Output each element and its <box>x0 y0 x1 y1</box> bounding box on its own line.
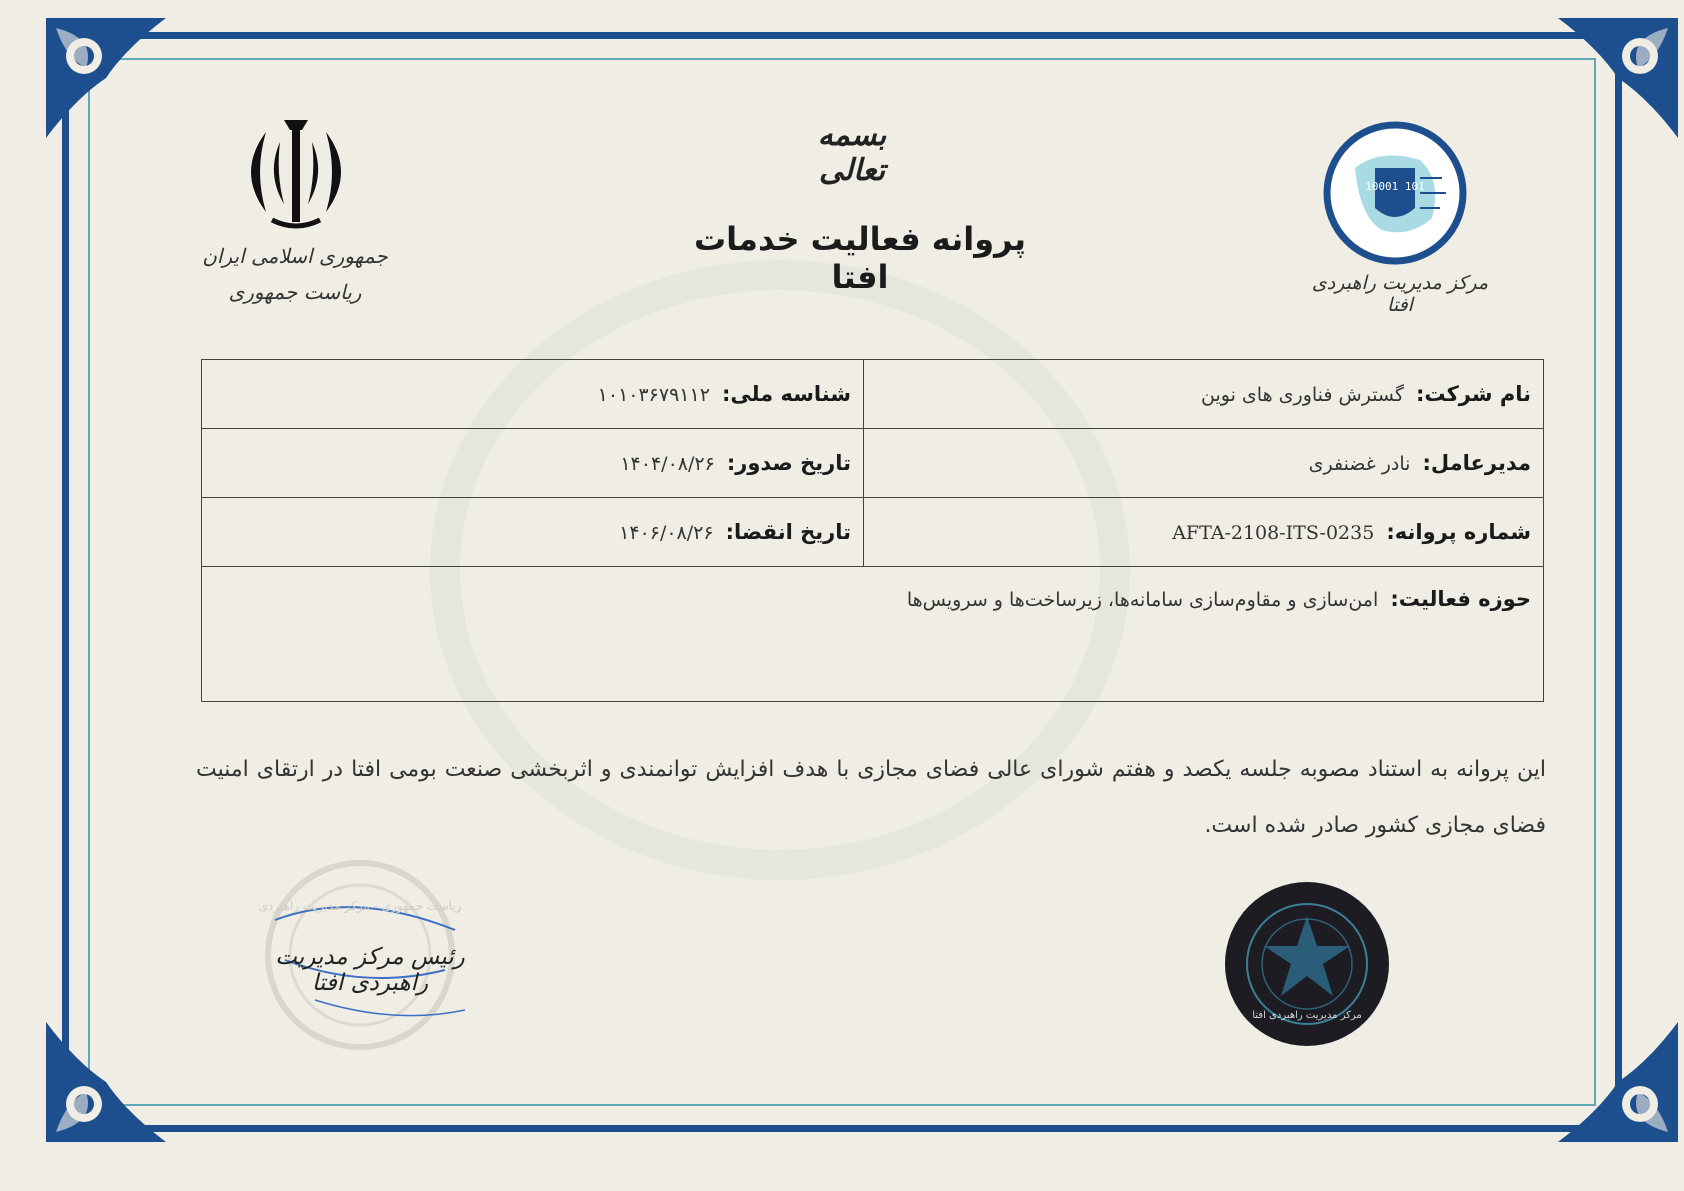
afta-logo <box>1320 118 1470 268</box>
seal-text: مرکز مدیریت راهبردی افتا <box>1252 1010 1362 1021</box>
expiry-date-label: تاریخ انقضا: <box>725 520 851 544</box>
company-cell <box>864 360 1544 429</box>
national-id-value: ۱۰۱۰۳۶۷۹۱۱۲ <box>597 384 710 406</box>
ceo-value: نادر غضنفری <box>1308 453 1411 475</box>
signatory-caption: رئیس مرکز مدیریت راهبردی افتا <box>275 944 465 996</box>
corner-ornament-bottom-right <box>1548 1012 1684 1152</box>
table-row <box>202 567 1544 702</box>
table-row <box>202 498 1544 567</box>
table-row <box>202 360 1544 429</box>
ceo-label: مدیرعامل: <box>1422 451 1531 475</box>
afta-logo-text: 10001 101 <box>1365 180 1425 193</box>
expiry-date-cell <box>202 498 864 567</box>
hologram-seal <box>1222 876 1392 1052</box>
license-number-label: شماره پروانه: <box>1386 520 1531 544</box>
issuer-line-country: جمهوری اسلامی ایران <box>202 244 388 268</box>
stamp-text: ریاست جمهوری - مرکز مدیریت راهبردی <box>258 899 462 913</box>
license-number-value: AFTA-2108-ITS-0235 <box>1172 522 1375 544</box>
license-number-cell <box>864 498 1544 567</box>
company-label: نام شرکت: <box>1415 382 1531 406</box>
corner-ornament-top-right <box>1548 8 1684 148</box>
table-row <box>202 429 1544 498</box>
certificate-title: پروانه فعالیت خدمات افتا <box>694 220 1026 296</box>
corner-ornament-bottom-left <box>36 1012 176 1152</box>
corner-ornament-top-left <box>36 8 176 148</box>
scope-value: امن‌سازی و مقاوم‌سازی سامانه‌ها، زیرساخت‌ها و سرویس‌ها <box>906 589 1379 611</box>
scope-cell <box>202 567 1544 702</box>
issuer-line-presidency: ریاست جمهوری <box>228 280 362 304</box>
iran-emblem-icon <box>236 112 356 234</box>
national-id-cell <box>202 360 864 429</box>
company-value: گسترش فناوری های نوین <box>1201 384 1404 406</box>
scope-label: حوزه فعالیت: <box>1390 587 1531 611</box>
license-info-table <box>201 359 1544 702</box>
expiry-date-value: ۱۴۰۶/۰۸/۲۶ <box>619 522 714 544</box>
afta-caption: مرکز مدیریت راهبردی افتا <box>1311 272 1489 316</box>
issue-date-label: تاریخ صدور: <box>726 451 851 475</box>
ceo-cell <box>864 429 1544 498</box>
issue-date-cell <box>202 429 864 498</box>
issue-date-value: ۱۴۰۴/۰۸/۲۶ <box>620 453 715 475</box>
invocation-text: بسمه تعالی <box>817 118 887 188</box>
national-id-label: شناسه ملی: <box>721 382 851 406</box>
certificate-body-text: این پروانه به استناد مصوبه جلسه یکصد و هفتم شورای عالی فضای مجازی با هدف افزایش توانمندی و اثربخشی صنعت بومی افتا در ارتقای امنیت فضای مجازی کشور صادر شده است. <box>196 757 1546 838</box>
